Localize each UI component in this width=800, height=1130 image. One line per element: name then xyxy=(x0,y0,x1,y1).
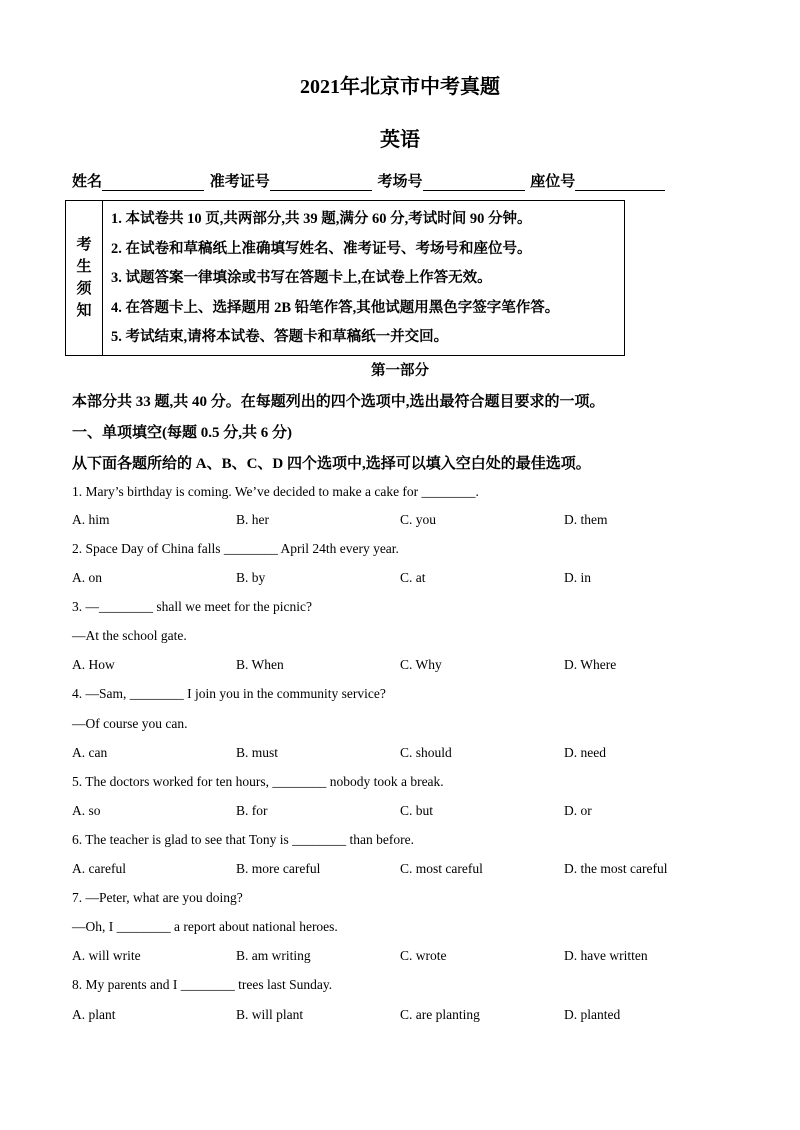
option-d: D. in xyxy=(564,570,591,585)
option-d: D. Where xyxy=(564,657,617,672)
ticket-number-blank xyxy=(270,175,372,191)
section-title: 一、单项填空(每题 0.5 分,共 6 分) xyxy=(72,425,292,441)
exam-subject: 英语 xyxy=(380,129,420,151)
part-intro: 本部分共 33 题,共 40 分。在每题列出的四个选项中,选出最符合题目要求的一项。 xyxy=(72,394,605,410)
option-d: D. planted xyxy=(564,1007,621,1022)
option-d: D. the most careful xyxy=(564,861,668,876)
seat-number-blank xyxy=(575,175,665,191)
question-7-stem: 7. —Peter, what are you doing? xyxy=(72,890,243,905)
option-b: B. more careful xyxy=(236,861,321,876)
seat-number-label: 座位号 xyxy=(530,174,576,190)
candidate-info-line xyxy=(72,170,692,191)
notice-item: 5. 考试结束,请将本试卷、答题卡和草稿纸一并交回。 xyxy=(111,329,449,345)
notice-item: 3. 试题答案一律填涂或书写在答题卡上,在试卷上作答无效。 xyxy=(111,270,492,286)
option-b: B. her xyxy=(236,512,269,527)
option-b: B. must xyxy=(236,745,279,760)
question-7-dialogue: —Oh, I ________ a report about national heroes. xyxy=(72,919,338,934)
candidate-notice-box xyxy=(65,200,625,356)
option-b: B. for xyxy=(236,803,268,818)
notice-item: 2. 在试卷和草稿纸上准确填写姓名、准考证号、考场号和座位号。 xyxy=(111,240,532,257)
question-1-stem: 1. Mary’s birthday is coming. We’ve decided to make a cake for ________. xyxy=(72,484,479,499)
name-label: 姓名 xyxy=(72,174,103,190)
option-a: A. on xyxy=(72,570,102,585)
question-2-stem: 2. Space Day of China falls ________ April 24th every year. xyxy=(72,541,399,556)
option-b: B. am writing xyxy=(236,948,311,963)
option-a: A. plant xyxy=(72,1007,116,1022)
question-3-stem: 3. —________ shall we meet for the picnic? xyxy=(72,599,312,614)
option-c: C. most careful xyxy=(400,861,483,876)
option-d: D. them xyxy=(564,512,608,527)
option-b: B. When xyxy=(236,657,284,672)
notice-label: 考 生 须 知 xyxy=(66,201,103,355)
question-8-stem: 8. My parents and I ________ trees last Sunday. xyxy=(72,977,333,992)
notice-item: 1. 本试卷共 10 页,共两部分,共 39 题,满分 60 分,考试时间 90 分钟。 xyxy=(111,211,532,227)
option-b: B. will plant xyxy=(236,1007,304,1022)
option-d: D. need xyxy=(564,745,606,760)
option-a: A. him xyxy=(72,512,110,527)
question-3-dialogue: —At the school gate. xyxy=(72,628,187,643)
notice-item: 4. 在答题卡上、选择题用 2B 铅笔作答,其他试题用黑色字签字笔作答。 xyxy=(111,299,560,316)
exam-room-blank xyxy=(423,175,525,191)
question-6-stem: 6. The teacher is glad to see that Tony is ________ than before. xyxy=(72,832,414,847)
option-d: D. have written xyxy=(564,948,648,963)
option-a: A. careful xyxy=(72,861,126,876)
option-a: A. so xyxy=(72,803,101,818)
option-d: D. or xyxy=(564,803,592,818)
option-c: C. wrote xyxy=(400,948,447,963)
option-c: C. but xyxy=(400,803,434,818)
option-c: C. you xyxy=(400,512,437,527)
question-4-dialogue: —Of course you can. xyxy=(72,716,188,731)
option-c: C. Why xyxy=(400,657,442,672)
notice-items xyxy=(103,201,559,355)
part-title: 第一部分 xyxy=(371,363,429,379)
option-c: C. should xyxy=(400,745,452,760)
exam-room-label: 考场号 xyxy=(377,174,423,190)
ticket-number-label: 准考证号 xyxy=(209,174,270,190)
option-b: B. by xyxy=(236,570,266,585)
question-5-stem: 5. The doctors worked for ten hours, ________ nobody took a break. xyxy=(72,774,444,789)
option-a: A. will write xyxy=(72,948,141,963)
option-a: A. can xyxy=(72,745,108,760)
option-c: C. are planting xyxy=(400,1007,480,1022)
section-instruction: 从下面各题所给的 A、B、C、D 四个选项中,选择可以填入空白处的最佳选项。 xyxy=(72,456,591,472)
option-a: A. How xyxy=(72,657,115,672)
question-4-stem: 4. —Sam, ________ I join you in the community service? xyxy=(72,686,386,701)
option-c: C. at xyxy=(400,570,426,585)
name-blank xyxy=(102,175,204,191)
exam-title: 2021年北京市中考真题 xyxy=(300,76,500,98)
